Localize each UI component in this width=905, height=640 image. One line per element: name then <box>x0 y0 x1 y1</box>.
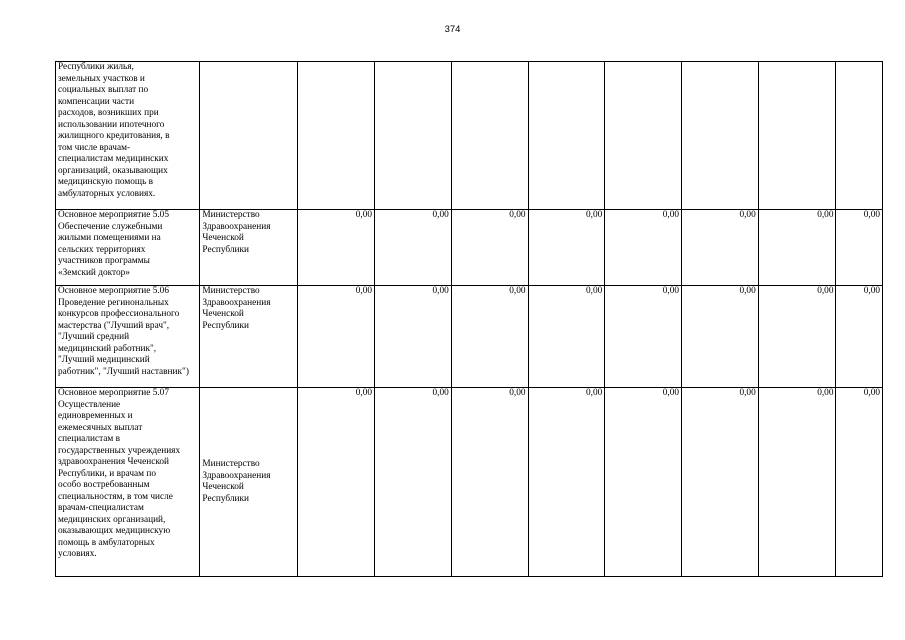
value-cell: 0,00 <box>528 210 605 286</box>
value-cell: 0,00 <box>375 286 452 388</box>
value-cell: 0,00 <box>836 210 883 286</box>
activity-description-cell: Основное мероприятие 5.06 Проведение регинональных конкурсов профессионального мастерства ("Лучший врач", "Лучший средний медицинский работник", "Лучший медицинский работник", "Лучший наставник") <box>56 286 200 388</box>
table-row <box>56 388 883 577</box>
value-cell: 0,00 <box>298 286 375 388</box>
activity-description-cell: Основное мероприятие 5.05 Обеспечение служебными жилыми помещениями на сельских территориях участников программы «Земский доктор» <box>56 210 200 286</box>
value-cell: 0,00 <box>605 388 682 577</box>
value-cell: 0,00 <box>375 210 452 286</box>
value-cell: 0,00 <box>375 388 452 577</box>
value-cell <box>682 62 759 210</box>
value-cell: 0,00 <box>451 286 528 388</box>
value-cell: 0,00 <box>298 210 375 286</box>
value-cell: 0,00 <box>682 210 759 286</box>
page-number: 374 <box>444 24 461 35</box>
activity-description-cell: Основное мероприятие 5.07 Осуществление единовременных и ежемесячных выплат специалистам в государственных учреждениях здравоохранения Чеченской Республики, и врачам по особо востребованным специальностям, в том числе врачам-специалистам медицинских организаций, оказывающих медицинскую помощь в амбулаторных условиях. <box>56 388 200 577</box>
value-cell: 0,00 <box>758 210 836 286</box>
value-cell: 0,00 <box>758 286 836 388</box>
program-activities-table <box>55 61 883 577</box>
value-cell <box>298 62 375 210</box>
value-cell <box>451 62 528 210</box>
value-cell: 0,00 <box>605 210 682 286</box>
table-row <box>56 62 883 210</box>
value-cell: 0,00 <box>528 286 605 388</box>
table-row <box>56 286 883 388</box>
activity-description-cell: Республики жилья, земельных участков и социальных выплат по компенсации части расходов, возникших при использовании ипотечного жилищного кредитования, в том числе врачам- специалистам медицинских организаций, оказывающих медицинскую помощь в амбулаторных условиях. <box>56 62 200 210</box>
responsible-executor-cell <box>200 62 298 210</box>
responsible-executor-cell: Министерство Здравоохранения Чеченской Республики <box>200 286 298 388</box>
value-cell: 0,00 <box>298 388 375 577</box>
responsible-executor-cell: Министерство Здравоохранения Чеченской Республики <box>200 388 298 577</box>
value-cell: 0,00 <box>451 210 528 286</box>
value-cell: 0,00 <box>451 388 528 577</box>
value-cell <box>375 62 452 210</box>
value-cell: 0,00 <box>605 286 682 388</box>
value-cell: 0,00 <box>682 286 759 388</box>
value-cell: 0,00 <box>528 388 605 577</box>
value-cell: 0,00 <box>758 388 836 577</box>
value-cell <box>836 62 883 210</box>
table-row <box>56 210 883 286</box>
value-cell: 0,00 <box>682 388 759 577</box>
value-cell: 0,00 <box>836 286 883 388</box>
value-cell <box>605 62 682 210</box>
value-cell <box>528 62 605 210</box>
responsible-executor-cell: Министерство Здравоохранения Чеченской Республики <box>200 210 298 286</box>
value-cell: 0,00 <box>836 388 883 577</box>
value-cell <box>758 62 836 210</box>
